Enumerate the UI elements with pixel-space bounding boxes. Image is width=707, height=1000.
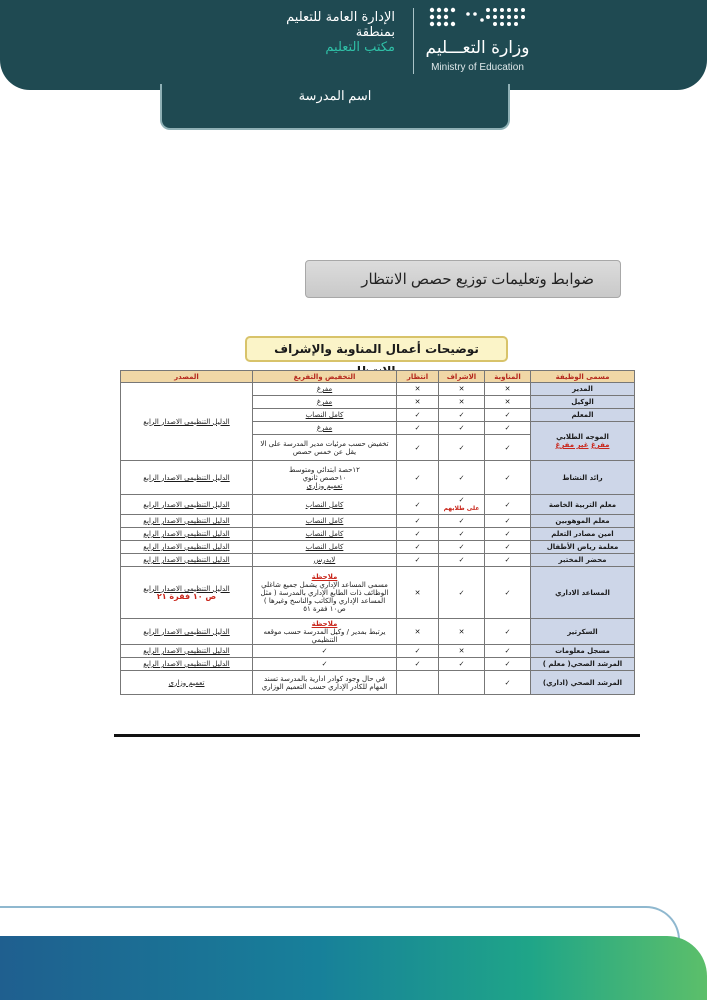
table-row <box>121 645 635 658</box>
cross-mark: ✕ <box>397 619 439 645</box>
admin-line-2: بمنطقة <box>355 25 395 40</box>
cross-mark: ✕ <box>439 619 485 645</box>
table-row <box>121 671 635 695</box>
check-mark: ✓ <box>397 554 439 567</box>
allocation-note: يرتبط بمدير / وكيل المدرسة حسب موقعه التنظيمي <box>263 627 386 644</box>
allocation-cell: مفرغ <box>253 422 397 435</box>
page-title: ضوابط وتعليمات توزيع حصص الانتظار <box>361 271 594 288</box>
job-cell <box>531 422 635 461</box>
job-cell: امين مصادر التعلم <box>531 528 635 541</box>
page-title-box <box>305 260 621 298</box>
job-cell: المعلم <box>531 409 635 422</box>
job-cell: الوكيل <box>531 396 635 409</box>
check-mark: ✓ <box>439 567 485 619</box>
check-mark: ✓ <box>253 658 397 671</box>
job-cell: معلمة رياض الأطفال <box>531 541 635 554</box>
source-cell: الدليل التنظيمي الاصدار الرابع <box>121 619 253 645</box>
check-mark: ✓ <box>439 554 485 567</box>
allocation-note: مسمى المساعد الإداري يشمل جميع شاغلي الوظائف ذات الطابع الإداري بالمدرسة ( مثل المساعد الإداري والكاتب والناسخ وغيرها ) ص١٠ فقرة ٥١ <box>260 580 389 613</box>
ministry-dots-icon <box>428 6 526 32</box>
check-mark: ✓ <box>485 495 531 515</box>
check-mark: ✓ <box>485 658 531 671</box>
allocation-cell <box>253 567 397 619</box>
check-mark: ✓ <box>397 495 439 515</box>
header-divider <box>413 8 414 74</box>
table-header-row <box>121 371 635 383</box>
allocation-cell: مفرغ <box>253 383 397 396</box>
check-mark: ✓ <box>439 422 485 435</box>
check-mark: ✓ <box>485 409 531 422</box>
check-mark: ✓ <box>485 645 531 658</box>
cross-mark: ✕ <box>397 396 439 409</box>
cross-mark: ✕ <box>397 383 439 396</box>
job-label: الموجه الطلابي <box>556 433 609 441</box>
education-admin-block <box>235 10 395 55</box>
check-mark: ✓ <box>397 409 439 422</box>
check-mark: ✓ <box>397 422 439 435</box>
source-cell: الدليل التنظيمي الاصدار الرابع <box>121 541 253 554</box>
job-cell: المساعد الاداري <box>531 567 635 619</box>
check-mark: ✓ <box>485 422 531 435</box>
source-cell: الدليل التنظيمي الاصدار الرابع <box>121 515 253 528</box>
cross-mark: ✕ <box>439 645 485 658</box>
cross-mark: ✕ <box>485 383 531 396</box>
allocation-cell <box>253 619 397 645</box>
allocation-cell: كامل النصاب <box>253 541 397 554</box>
check-mark: ✓ <box>485 671 531 695</box>
allocation-cell: لايدرس <box>253 554 397 567</box>
duties-table <box>120 370 635 695</box>
header-source: المصدر <box>121 371 253 383</box>
job-cell: مسجل معلومات <box>531 645 635 658</box>
check-mark: ✓ <box>485 461 531 495</box>
table-row <box>121 383 635 396</box>
job-cell: رائد النشاط <box>531 461 635 495</box>
allocation-line: تعميم وزاري <box>306 481 343 490</box>
table-row <box>121 541 635 554</box>
header-waiting: انتظار <box>397 371 439 383</box>
allocation-cell: مفرغ <box>253 396 397 409</box>
header-supervision: الاشراف <box>439 371 485 383</box>
allocation-cell: كامل النصاب <box>253 528 397 541</box>
check-mark: ✓ <box>485 554 531 567</box>
job-cell: معلم التربية الخاصة <box>531 495 635 515</box>
check-mark: ✓ <box>397 515 439 528</box>
table-row <box>121 495 635 515</box>
check-mark: ✓ <box>397 435 439 461</box>
ministry-logo <box>425 6 530 76</box>
check-mark: ✓ <box>439 658 485 671</box>
source-cell: الدليل التنظيمي الاصدار الرابع <box>121 554 253 567</box>
header-job: مسمى الوظيفة <box>531 371 635 383</box>
table-row <box>121 658 635 671</box>
school-name-box <box>160 84 510 130</box>
table-row <box>121 515 635 528</box>
check-mark: ✓ <box>253 645 397 658</box>
source-cell: الدليل التنظيمي الاصدار الرابع <box>121 528 253 541</box>
check-mark: ✓ <box>439 528 485 541</box>
source-cell: الدليل التنظيمي الاصدار الرابع <box>121 645 253 658</box>
table-row <box>121 619 635 645</box>
source-reference: ص ١٠ فقرة ٢١ <box>156 591 217 601</box>
check-mark: ✓ على طلابهم <box>439 495 485 515</box>
check-mark: ✓ <box>485 619 531 645</box>
check-mark: ✓ <box>397 658 439 671</box>
check-mark: ✓ <box>397 645 439 658</box>
admin-line-1: الإدارة العامة للتعليم <box>286 10 395 25</box>
page-footer <box>0 936 707 1000</box>
header-duty: المناوبة <box>485 371 531 383</box>
allocation-line: ١٢حصة ابتدائي ومتوسط <box>289 465 360 474</box>
job-cell: المدير <box>531 383 635 396</box>
allocation-cell <box>253 461 397 495</box>
allocation-cell: في حال وجود كوادر ادارية بالمدرسة تسند المهام للكادر الإداري حسب التعميم الوزاري <box>253 671 397 695</box>
cross-mark: ✕ <box>485 396 531 409</box>
supervision-note: على طلابهم <box>443 505 480 512</box>
allocation-cell: كامل النصاب <box>253 495 397 515</box>
table-row <box>121 528 635 541</box>
allocation-cell: كامل النصاب <box>253 409 397 422</box>
source-cell: الدليل التنظيمي الاصدار الرابع <box>121 461 253 495</box>
check-mark: ✓ <box>439 461 485 495</box>
cross-mark: ✕ <box>397 567 439 619</box>
check-mark: ✓ <box>485 515 531 528</box>
allocation-line: ١٠حصص ثانوي <box>302 473 347 482</box>
source-cell: الدليل التنظيمي الاصدار الرابع <box>121 658 253 671</box>
check-mark: ✓ <box>439 515 485 528</box>
ministry-name-arabic: وزارة التعـــليم <box>425 38 530 58</box>
source-text: الدليل التنظيمي الاصدار الرابع <box>143 584 230 593</box>
admin-office: مكتب التعليم <box>325 40 395 55</box>
empty-cell <box>439 671 485 695</box>
note-label: ملاحظة <box>311 572 338 581</box>
allocation-cell: تخفيض حسب مرئيات مدير المدرسة على الا يقل عن خمس حصص <box>253 435 397 461</box>
source-cell: الدليل التنظيمي الاصدار الرابع <box>121 383 253 461</box>
school-name-label: اسم المدرسة <box>298 88 372 103</box>
check-mark: ✓ <box>397 528 439 541</box>
check-mark: ✓ <box>397 461 439 495</box>
duties-table-image <box>114 332 640 740</box>
empty-cell <box>397 671 439 695</box>
table-row <box>121 554 635 567</box>
cross-mark: ✕ <box>439 383 485 396</box>
page-header <box>0 0 707 90</box>
job-cell: السكرتير <box>531 619 635 645</box>
check-mark: ✓ <box>485 435 531 461</box>
job-cell: معلم الموهوبين <box>531 515 635 528</box>
header-allocation: التخفيض والتفريغ <box>253 371 397 383</box>
job-cell: المرشد الصحي( معلم ) <box>531 658 635 671</box>
counselor-tag-partial: غير مفرغ <box>555 441 589 449</box>
table-row <box>121 461 635 495</box>
table-row <box>121 567 635 619</box>
check-mark: ✓ <box>397 541 439 554</box>
source-cell <box>121 567 253 619</box>
allocation-cell: كامل النصاب <box>253 515 397 528</box>
source-cell: الدليل التنظيمي الاصدار الرابع <box>121 495 253 515</box>
table-title: توضيحات أعمال المناوبة والإشراف <box>245 336 508 362</box>
ministry-name-english: Ministry of Education <box>431 62 524 73</box>
check-mark: ✓ <box>485 567 531 619</box>
check-mark: ✓ <box>439 435 485 461</box>
source-cell: تعميم وزاري <box>121 671 253 695</box>
job-cell: المرشد الصحي (اداري) <box>531 671 635 695</box>
table-bottom-rule <box>114 734 640 737</box>
note-label: ملاحظة <box>311 619 338 628</box>
job-cell: محضر المختبر <box>531 554 635 567</box>
check-mark: ✓ <box>439 409 485 422</box>
counselor-tag-full: مفرغ <box>590 441 610 449</box>
check-mark: ✓ <box>439 541 485 554</box>
cross-mark: ✕ <box>439 396 485 409</box>
check-mark: ✓ <box>485 541 531 554</box>
check-mark: ✓ <box>485 528 531 541</box>
